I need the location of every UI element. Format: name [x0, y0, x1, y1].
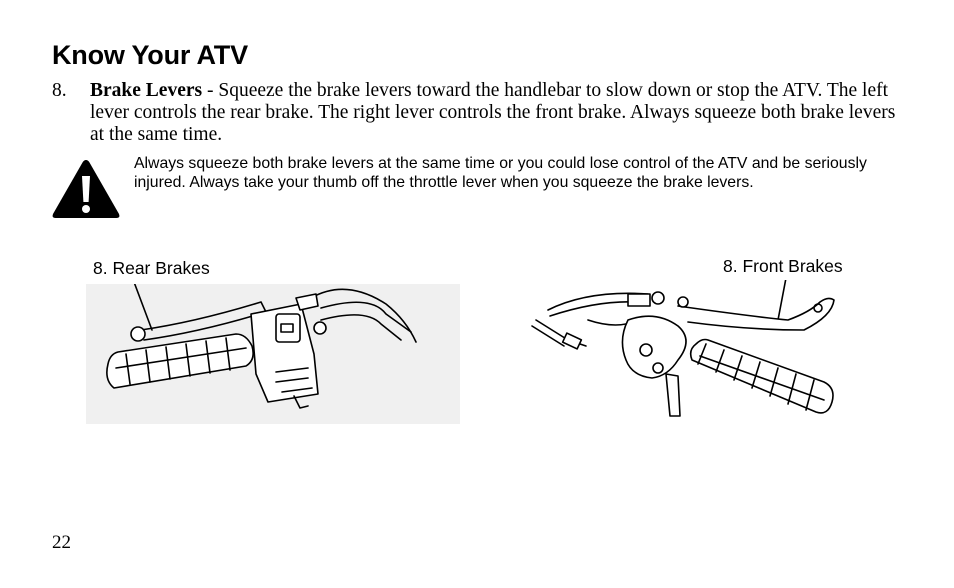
item-text: - Squeeze the brake levers toward the handlebar to slow down or stop the ATV. The left lever controls the rear brake. The right lever controls the front brake. Always squeeze both brake levers at the same time.	[90, 80, 896, 145]
rear-brakes-label: 8. Rear Brakes	[93, 258, 210, 278]
item-title: Brake Levers	[90, 80, 203, 101]
rear-brake-illustration	[86, 284, 460, 424]
page-number: 22	[52, 532, 71, 553]
front-brakes-label: 8. Front Brakes	[723, 256, 843, 276]
warning-text: Always squeeze both brake levers at the same time or you could lose control of the ATV and be seriously injured. Always take your thumb off the throttle lever when you squeeze the brake levers.	[134, 155, 867, 191]
warning-triangle-icon	[51, 158, 121, 220]
item-number: 8.	[52, 80, 67, 101]
page-heading: Know Your ATV	[52, 40, 248, 70]
brake-levers-item	[52, 80, 902, 146]
front-brake-illustration	[528, 280, 870, 424]
item-body	[90, 80, 902, 146]
